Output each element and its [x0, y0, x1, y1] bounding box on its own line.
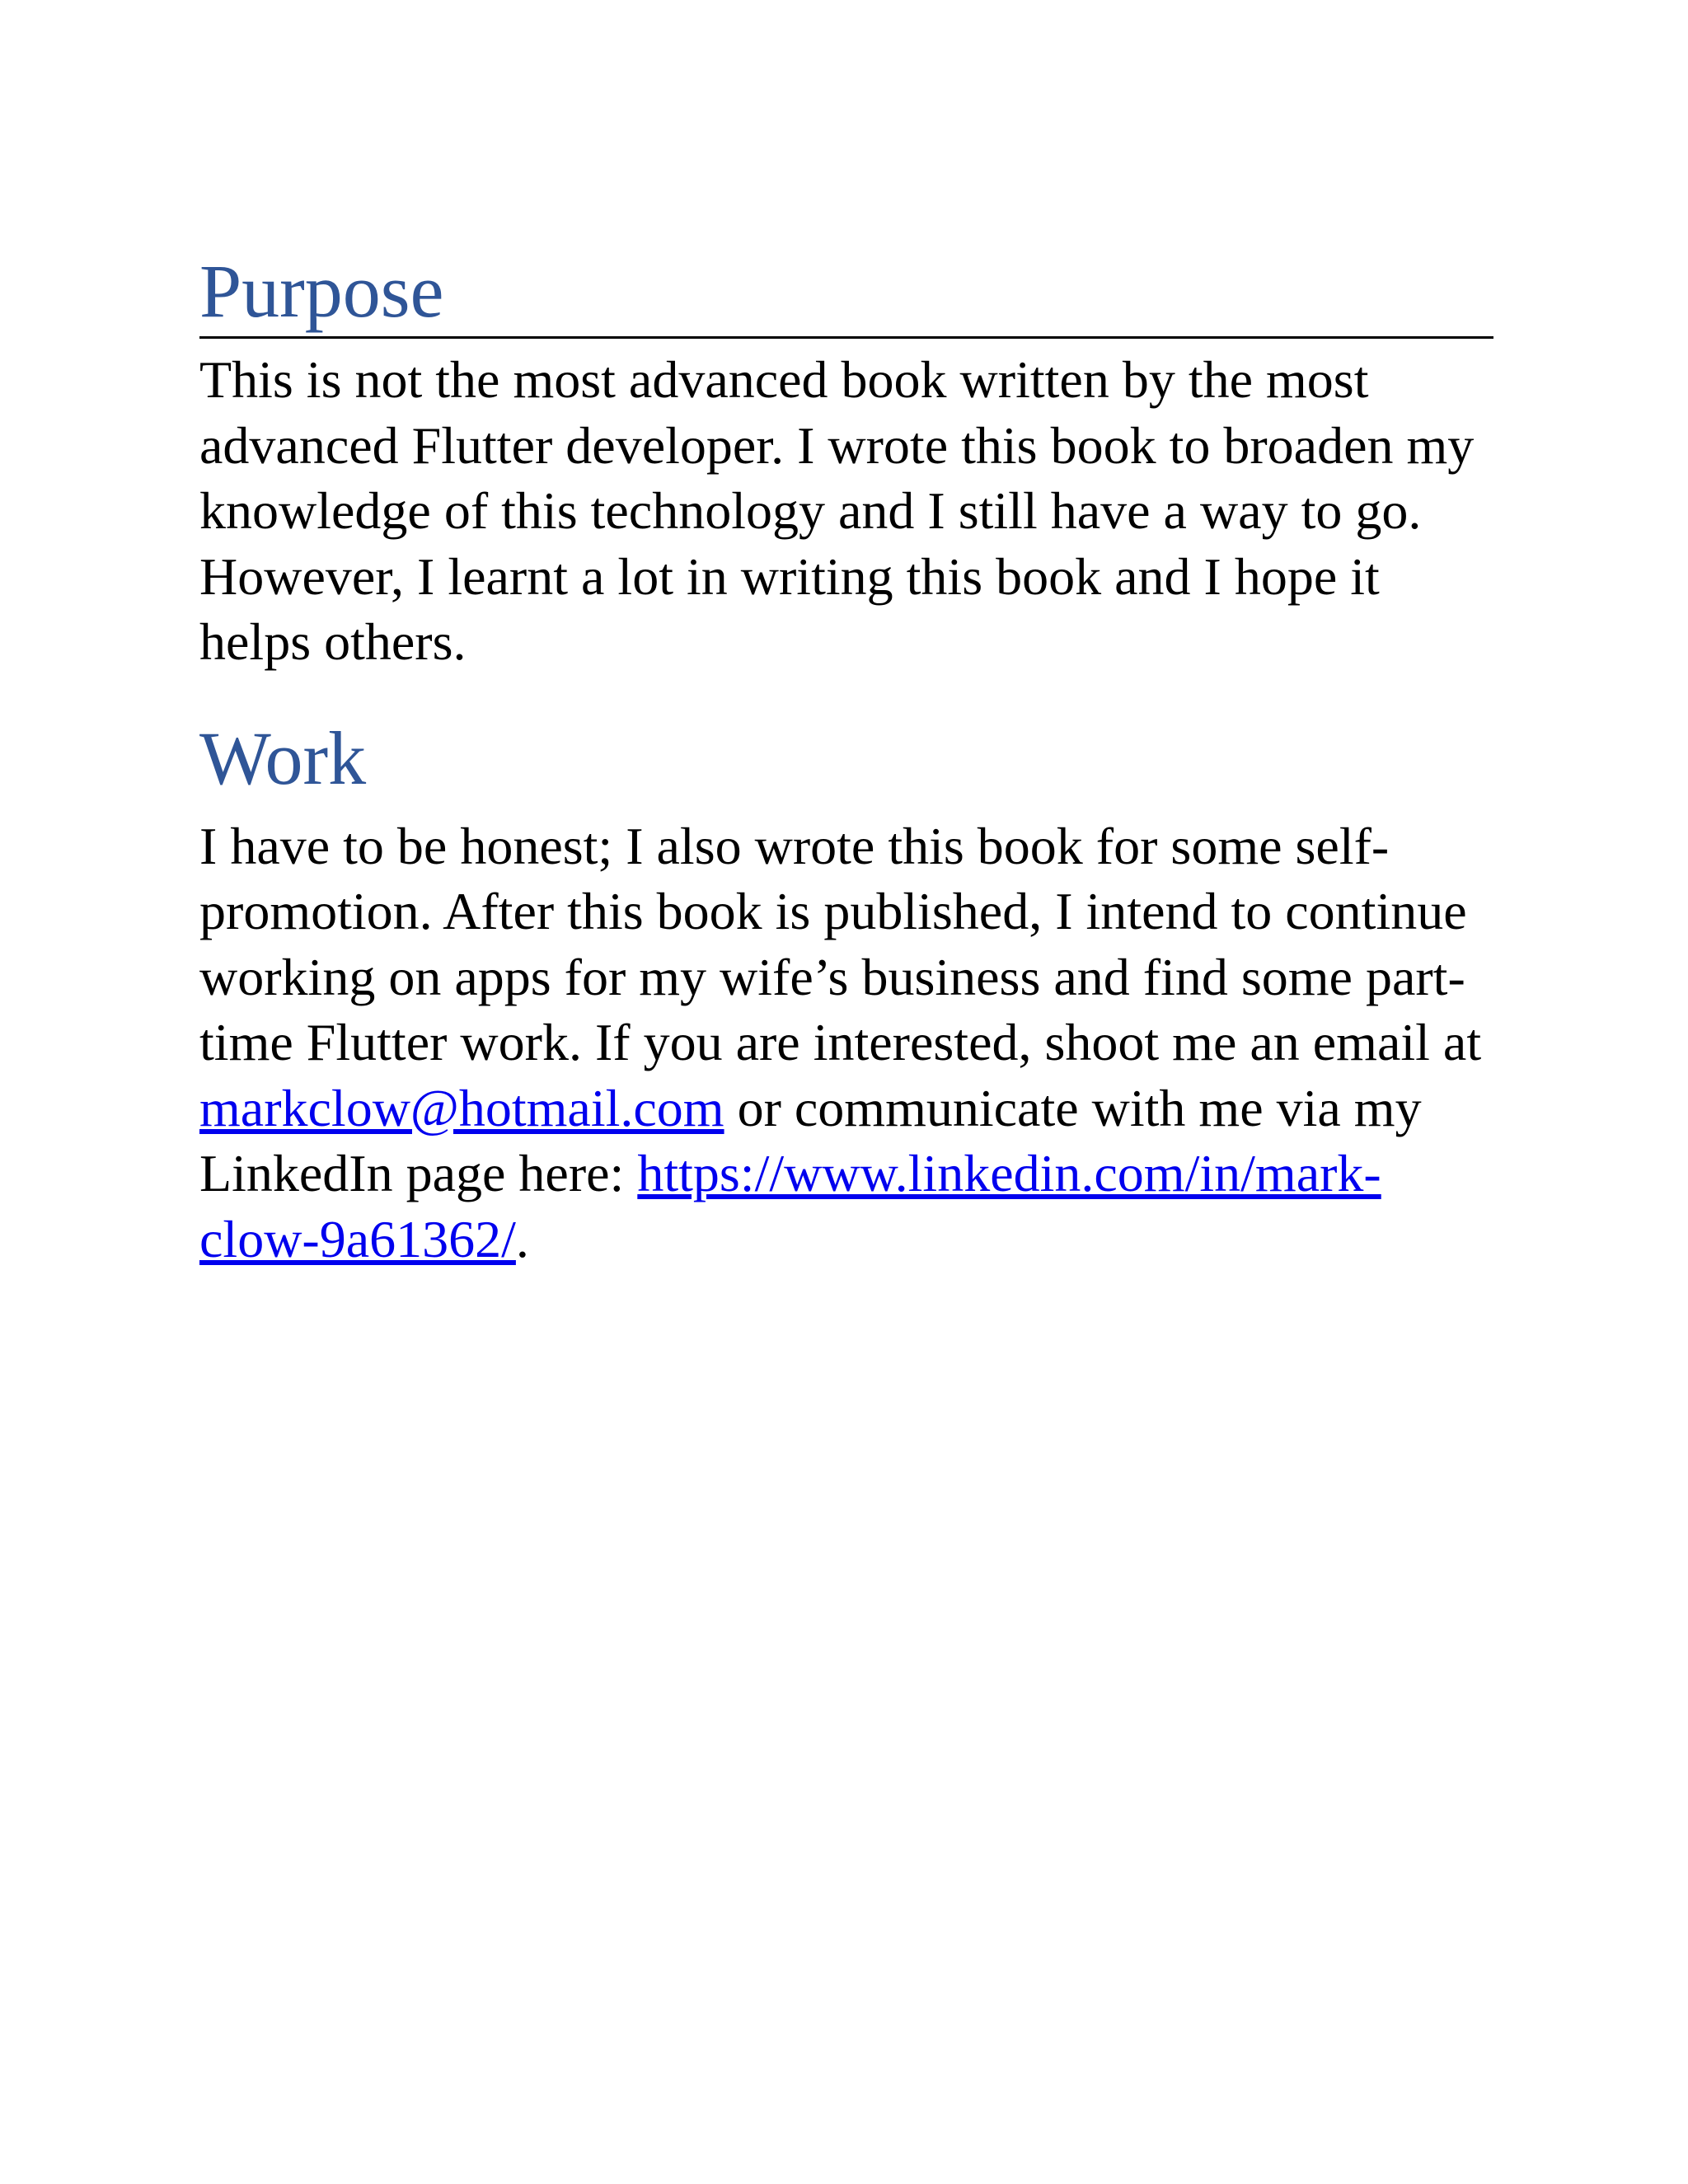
email-link[interactable]: markclow@hotmail.com: [199, 1078, 724, 1137]
document-page: [199, 247, 1493, 1272]
paragraph-work-end: .: [515, 1209, 529, 1268]
paragraph-work-text-2: or communicate with me via my LinkedIn page here:: [199, 1078, 1422, 1202]
paragraph-work: [199, 813, 1493, 1272]
paragraph-work-text-1: I have to be honest; I also wrote this book for some self-promotion. After this book is published, I intend to continue working on apps for my wife’s business and find some part-time Flutter work. If you are interested, shoot me an email at: [199, 816, 1482, 1071]
heading-purpose: Purpose: [199, 247, 1493, 339]
heading-work: Work: [199, 715, 367, 800]
linkedin-link[interactable]: https://www.linkedin.com/in/mark-clow-9a61362/: [199, 1144, 1381, 1268]
paragraph-purpose: This is not the most advanced book written by the most advanced Flutter developer. I wrote this book to broaden my knowledge of this technology and I still have a way to go. However, I learnt a lot in writing this book and I hope it helps others.: [199, 350, 1475, 671]
